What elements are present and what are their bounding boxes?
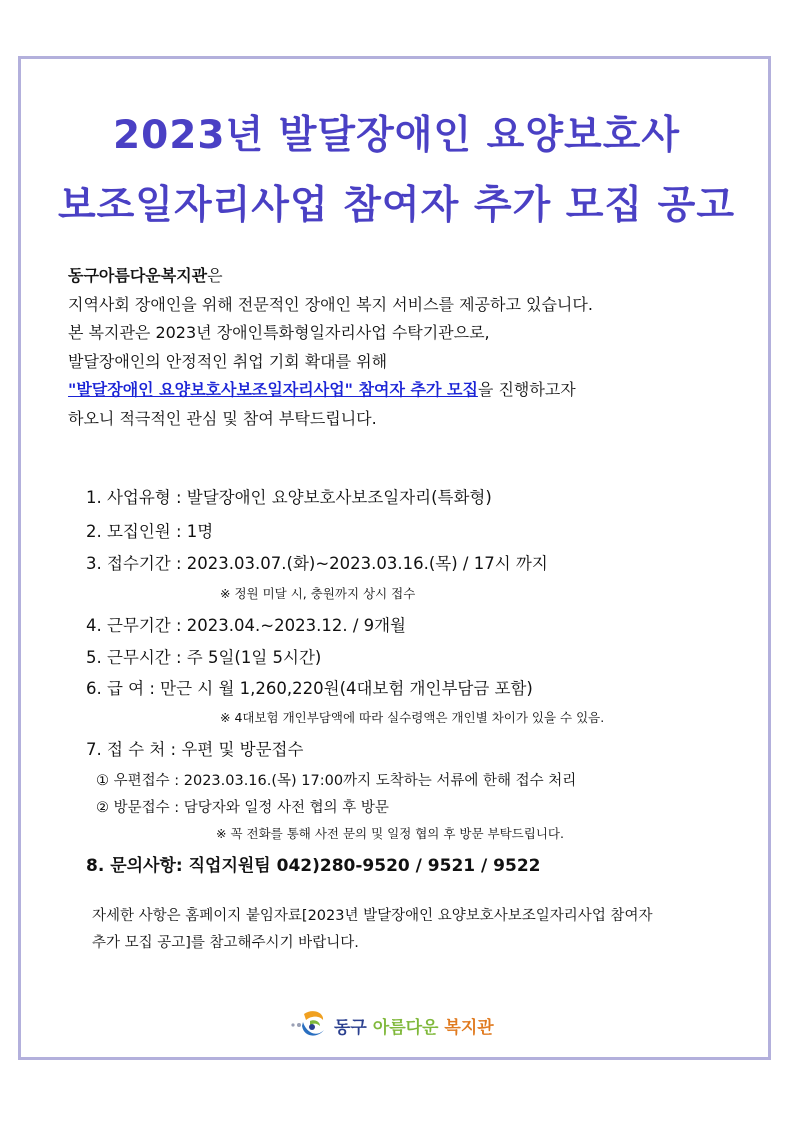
item-application-place: 7. 접 수 처 : 우편 및 방문접수 (86, 740, 304, 759)
closing-paragraph (92, 903, 732, 957)
item-application-period: 3. 접수기간 : 2023.03.07.(화)~2023.03.16.(목) / 17시 까지 (86, 554, 548, 573)
note-application-period: ※ 정원 미달 시, 충원까지 상시 접수 (220, 586, 416, 601)
intro-org-suffix: 은 (207, 266, 223, 285)
intro-paragraph (68, 262, 748, 434)
logo-emblem-icon (290, 1008, 330, 1042)
item-work-period: 4. 근무기간 : 2023.04.~2023.12. / 9개월 (86, 616, 406, 635)
item-contact: 8. 문의사항: 직업지원팀 042)280-9520 / 9521 / 9522 (86, 856, 541, 876)
item-business-type: 1. 사업유형 : 발달장애인 요양보호사보조일자리(특화형) (86, 488, 492, 507)
logo-text (334, 1013, 494, 1038)
intro-line-6: 하오니 적극적인 관심 및 참여 부탁드립니다. (68, 408, 377, 428)
note-visit-application: ※ 꼭 전화를 통해 사전 문의 및 일정 협의 후 방문 부탁드립니다. (216, 826, 564, 841)
program-highlight-link[interactable]: "발달장애인 요양보호사보조일자리사업" 참여자 추가 모집 (68, 380, 478, 400)
closing-line-2: 추가 모집 공고]를 참고해주시기 바랍니다. (92, 935, 359, 951)
notice-title-line2: 보조일자리사업 참여자 추가 모집 공고 (57, 183, 736, 228)
sub-visit-application: ② 방문접수 : 담당자와 일정 사전 협의 후 방문 (96, 800, 389, 816)
item-recruit-count: 2. 모집인원 : 1명 (86, 522, 214, 541)
intro-line-2: 지역사회 장애인을 위해 전문적인 장애인 복지 서비스를 제공하고 있습니다. (68, 294, 593, 314)
intro-line-5-suffix: 을 진행하고자 (477, 380, 576, 400)
logo-text-donggu: 동구 (334, 1017, 367, 1038)
closing-line-1: 자세한 사항은 홈페이지 붙임자료[2023년 발달장애인 요양보호사보조일자리사업 참여자 (92, 908, 653, 924)
logo-text-areumdaun: 아름다운 (372, 1017, 439, 1038)
intro-line-3: 본 복지관은 2023년 장애인특화형일자리사업 수탁기관으로, (68, 323, 490, 343)
sub-mail-application: ① 우편접수 : 2023.03.16.(목) 17:00까지 도착하는 서류에 한해 접수 처리 (96, 773, 577, 789)
logo-text-bokjigwan: 복지관 (444, 1017, 494, 1038)
notice-title-line1: 2023년 발달장애인 요양보호사 (112, 113, 681, 158)
note-salary: ※ 4대보험 개인부담액에 따라 실수령액은 개인별 차이가 있을 수 있음. (220, 710, 605, 725)
item-work-hours: 5. 근무시간 : 주 5일(1일 5시간) (86, 648, 322, 667)
organization-name: 동구아름다운복지관 (68, 266, 208, 285)
organization-logo (290, 1005, 494, 1045)
item-salary: 6. 급 여 : 만근 시 월 1,260,220원(4대보험 개인부담금 포함) (86, 679, 533, 698)
intro-line-4: 발달장애인의 안정적인 취업 기회 확대를 위해 (68, 351, 388, 371)
